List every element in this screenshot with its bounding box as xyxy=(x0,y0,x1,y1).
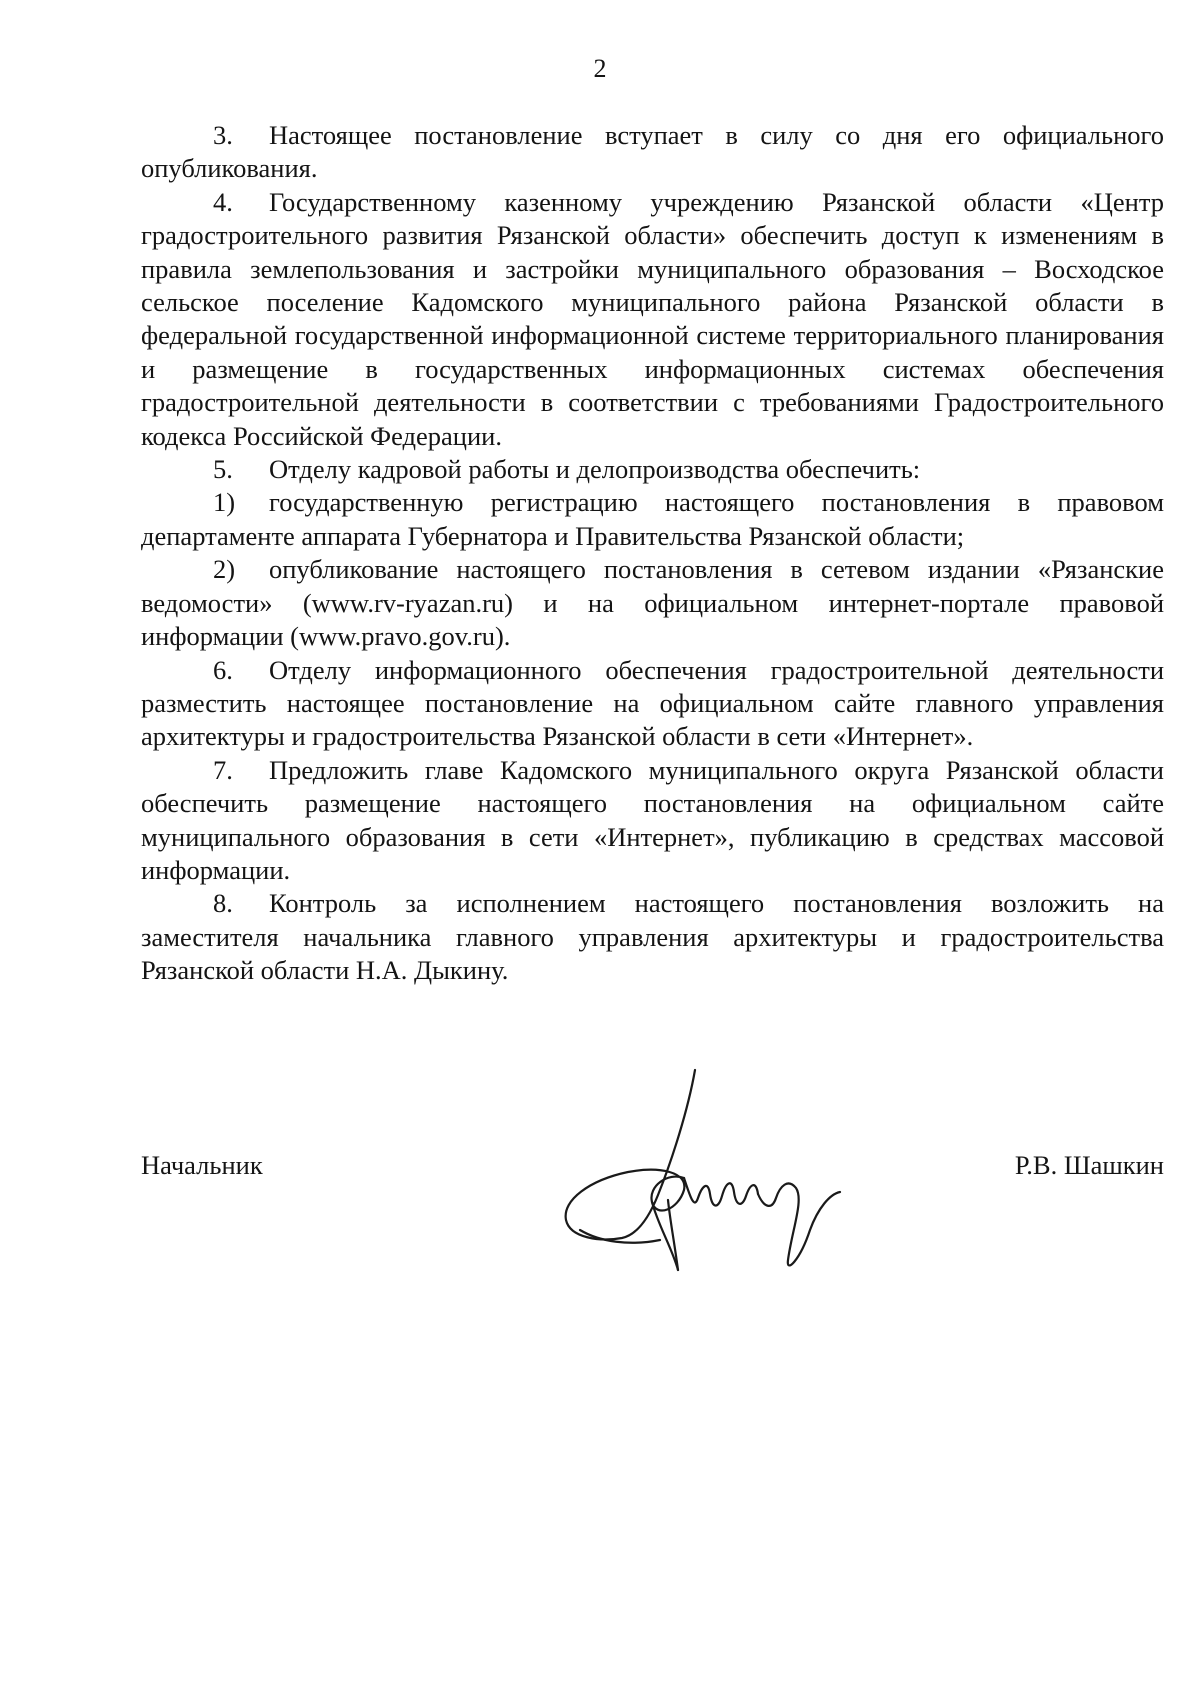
paragraph-number: 6. xyxy=(213,654,233,685)
paragraph-text: Контроль за исполнением настоящего постановления возложить на заместителя начальника главного управления архитектуры и градостроительства Рязанской области Н.А. Дыкину. xyxy=(141,888,1164,986)
paragraph-number: 7. xyxy=(213,754,233,785)
subitem-2 xyxy=(141,553,1164,653)
paragraph-3 xyxy=(141,119,1164,186)
paragraph-7 xyxy=(141,754,1164,888)
page-number: 2 xyxy=(593,54,607,83)
paragraph-number: 2) xyxy=(213,554,236,585)
subitem-1 xyxy=(141,486,1164,553)
paragraph-number: 4. xyxy=(213,186,233,217)
paragraph-text: Предложить главе Кадомского муниципального округа Рязанской области обеспечить размещение настоящего постановления на официальном сайте муниципального образования в сети «Интернет», публикацию в средствах массовой информации. xyxy=(141,754,1164,885)
document-body xyxy=(141,119,1164,988)
paragraph-number: 5. xyxy=(213,454,233,485)
paragraph-text: государственную регистрацию настоящего постановления в правовом департаменте аппарата Губернатора и Правительства Рязанской области; xyxy=(141,487,1164,551)
signatory-position: Начальник xyxy=(141,1150,263,1180)
paragraph-number: 1) xyxy=(213,487,236,518)
paragraph-text: Отделу кадровой работы и делопроизводства обеспечить: xyxy=(269,454,921,485)
signatory-name: Р.В. Шашкин xyxy=(1014,1150,1164,1180)
paragraph-text: Настоящее постановление вступает в силу со дня его официального опубликования. xyxy=(141,120,1164,184)
paragraph-5 xyxy=(141,453,1164,486)
paragraph-6 xyxy=(141,654,1164,754)
paragraph-text: опубликование настоящего постановления в сетевом издании «Рязанские ведомости» (www.rv-ryazan.ru) и на официальном интернет-портале правовой информации (www.pravo.gov.ru). xyxy=(141,554,1164,652)
paragraph-text: Государственному казенному учреждению Рязанской области «Центр градостроительного развития Рязанской области» обеспечить доступ к изменениям в правила землепользования и застройки муниципального образования – Восходское сельское поселение Кадомского муниципального района Рязанской области в федеральной государственной информационной системе территориального планирования и размещение в государственных информационных системах обеспечения градостроительной деятельности в соответствии с требованиями Градостроительного кодекса Российской Федерации. xyxy=(141,186,1164,451)
paragraph-text: Отделу информационного обеспечения градостроительной деятельности разместить настоящее постановление на официальном сайте главного управления архитектуры и градостроительства Рязанской области в сети «Интернет». xyxy=(141,654,1164,752)
paragraph-number: 3. xyxy=(213,120,233,150)
paragraph-number: 8. xyxy=(213,888,233,919)
paragraph-8 xyxy=(141,887,1164,987)
handwritten-signature xyxy=(560,1060,880,1280)
paragraph-4 xyxy=(141,186,1164,453)
